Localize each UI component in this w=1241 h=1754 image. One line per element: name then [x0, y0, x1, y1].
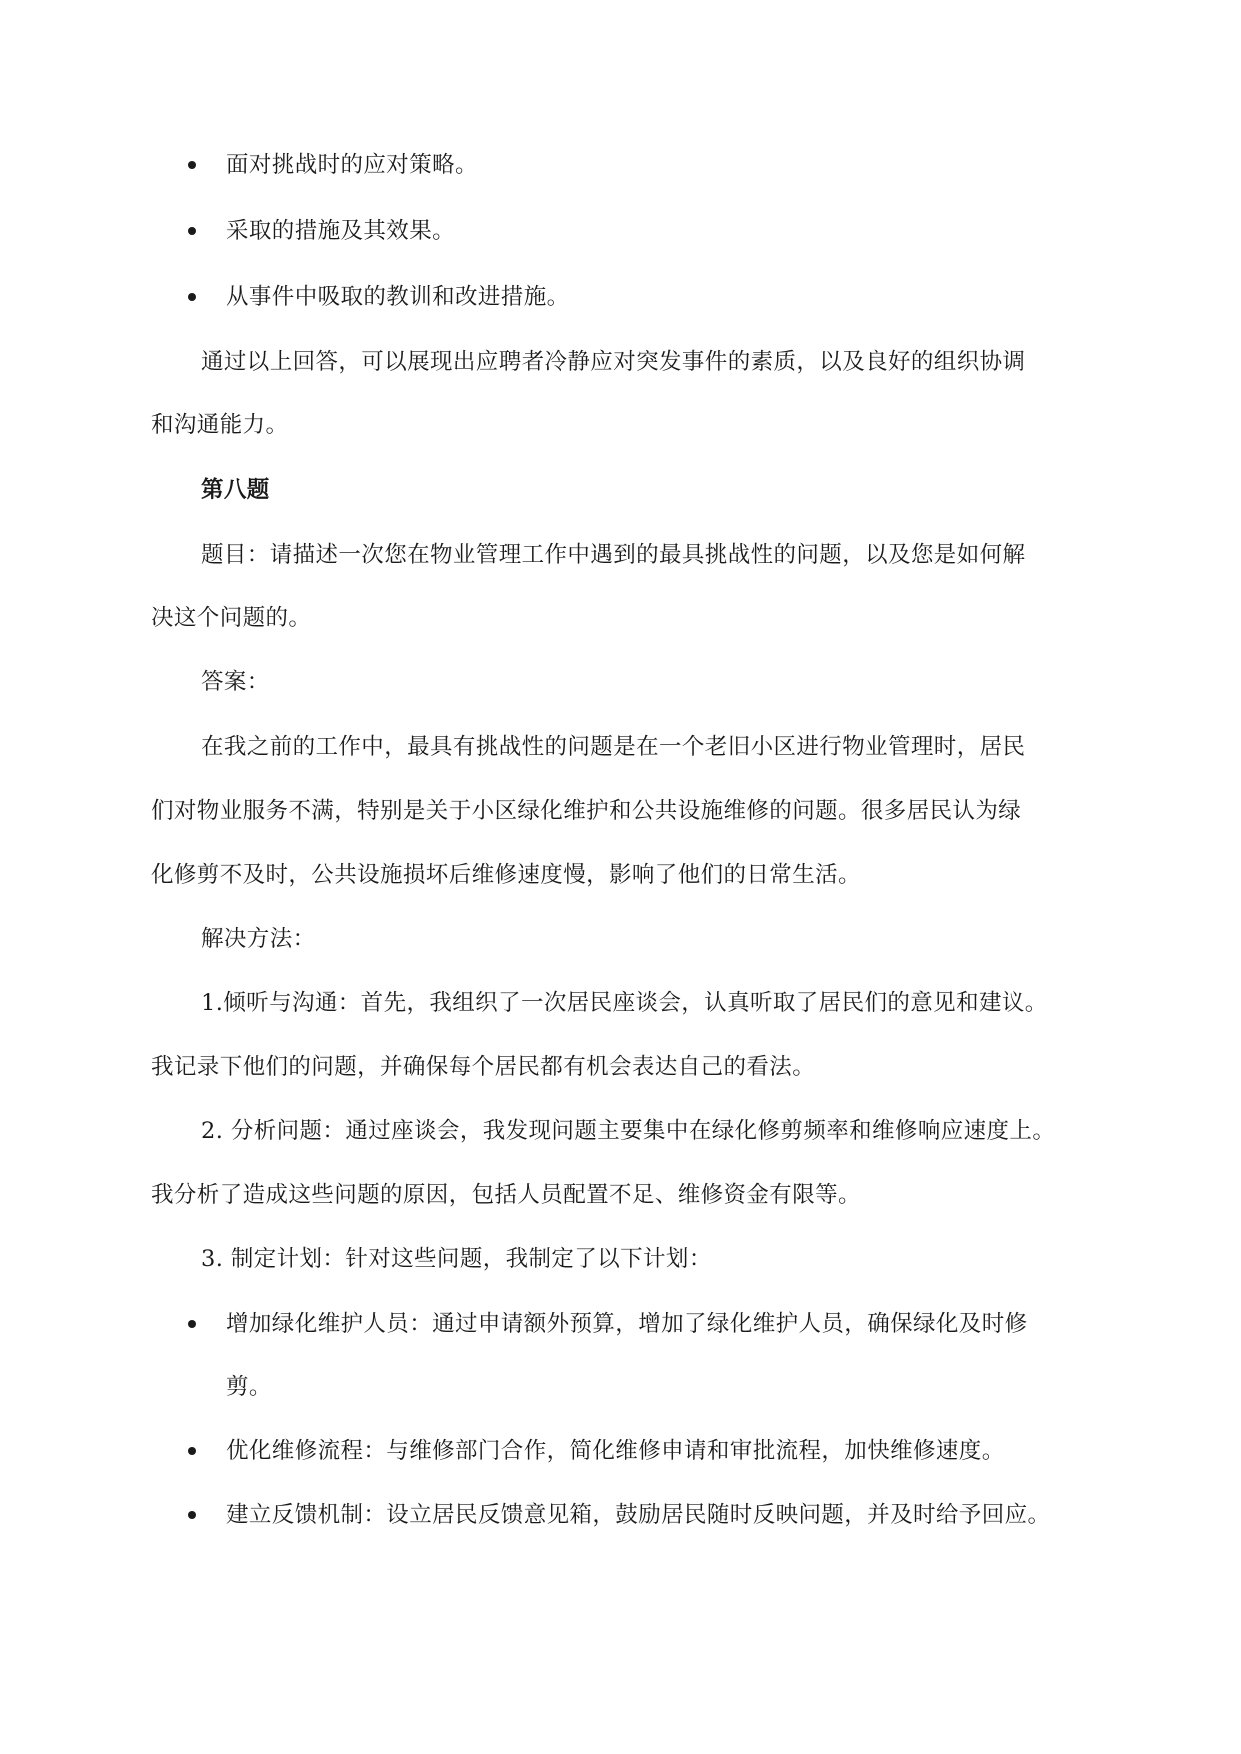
bullet-icon: [188, 161, 196, 169]
plan-bullet-item: 剪。: [226, 1374, 272, 1400]
step-paragraph: 3. 制定计划：针对这些问题，我制定了以下计划：: [201, 1246, 712, 1272]
step-paragraph: 1.倾听与沟通：首先，我组织了一次居民座谈会，认真听取了居民们的意见和建议。: [201, 990, 1048, 1016]
section-heading: 第八题: [201, 477, 270, 503]
summary-paragraph: 通过以上回答，可以展现出应聘者冷静应对突发事件的素质，以及良好的组织协调: [201, 349, 1026, 375]
bullet-icon: [188, 1511, 196, 1519]
answer-paragraph: 们对物业服务不满，特别是关于小区绿化维护和公共设施维修的问题。很多居民认为绿: [151, 798, 1022, 824]
bullet-icon: [188, 1447, 196, 1455]
plan-bullet-item: 建立反馈机制：设立居民反馈意见箱，鼓励居民随时反映问题，并及时给予回应。: [226, 1502, 1051, 1528]
bullet-icon: [188, 293, 196, 301]
step-paragraph: 2. 分析问题：通过座谈会，我发现问题主要集中在绿化修剪频率和维修响应速度上。: [201, 1118, 1056, 1144]
plan-bullet-item: 增加绿化维护人员：通过申请额外预算，增加了绿化维护人员，确保绿化及时修: [226, 1311, 1028, 1337]
bullet-icon: [188, 1320, 196, 1328]
answer-paragraph: 在我之前的工作中，最具有挑战性的问题是在一个老旧小区进行物业管理时，居民: [201, 734, 1026, 760]
bullet-icon: [188, 227, 196, 235]
plan-bullet-item: 优化维修流程：与维修部门合作，简化维修申请和审批流程，加快维修速度。: [226, 1438, 1005, 1464]
question-paragraph: 题目：请描述一次您在物业管理工作中遇到的最具挑战性的问题，以及您是如何解: [201, 542, 1026, 568]
bullet-item: 面对挑战时的应对策略。: [226, 152, 478, 178]
answer-label: 答案：: [201, 669, 270, 695]
method-label: 解决方法：: [201, 926, 316, 952]
question-paragraph: 决这个问题的。: [151, 605, 312, 631]
step-paragraph: 我记录下他们的问题，并确保每个居民都有机会表达自己的看法。: [151, 1054, 816, 1080]
summary-paragraph: 和沟通能力。: [151, 412, 289, 438]
bullet-item: 从事件中吸取的教训和改进措施。: [226, 284, 570, 310]
answer-paragraph: 化修剪不及时，公共设施损坏后维修速度慢，影响了他们的日常生活。: [151, 862, 861, 888]
bullet-item: 采取的措施及其效果。: [226, 218, 456, 244]
step-paragraph: 我分析了造成这些问题的原因，包括人员配置不足、维修资金有限等。: [151, 1182, 861, 1208]
